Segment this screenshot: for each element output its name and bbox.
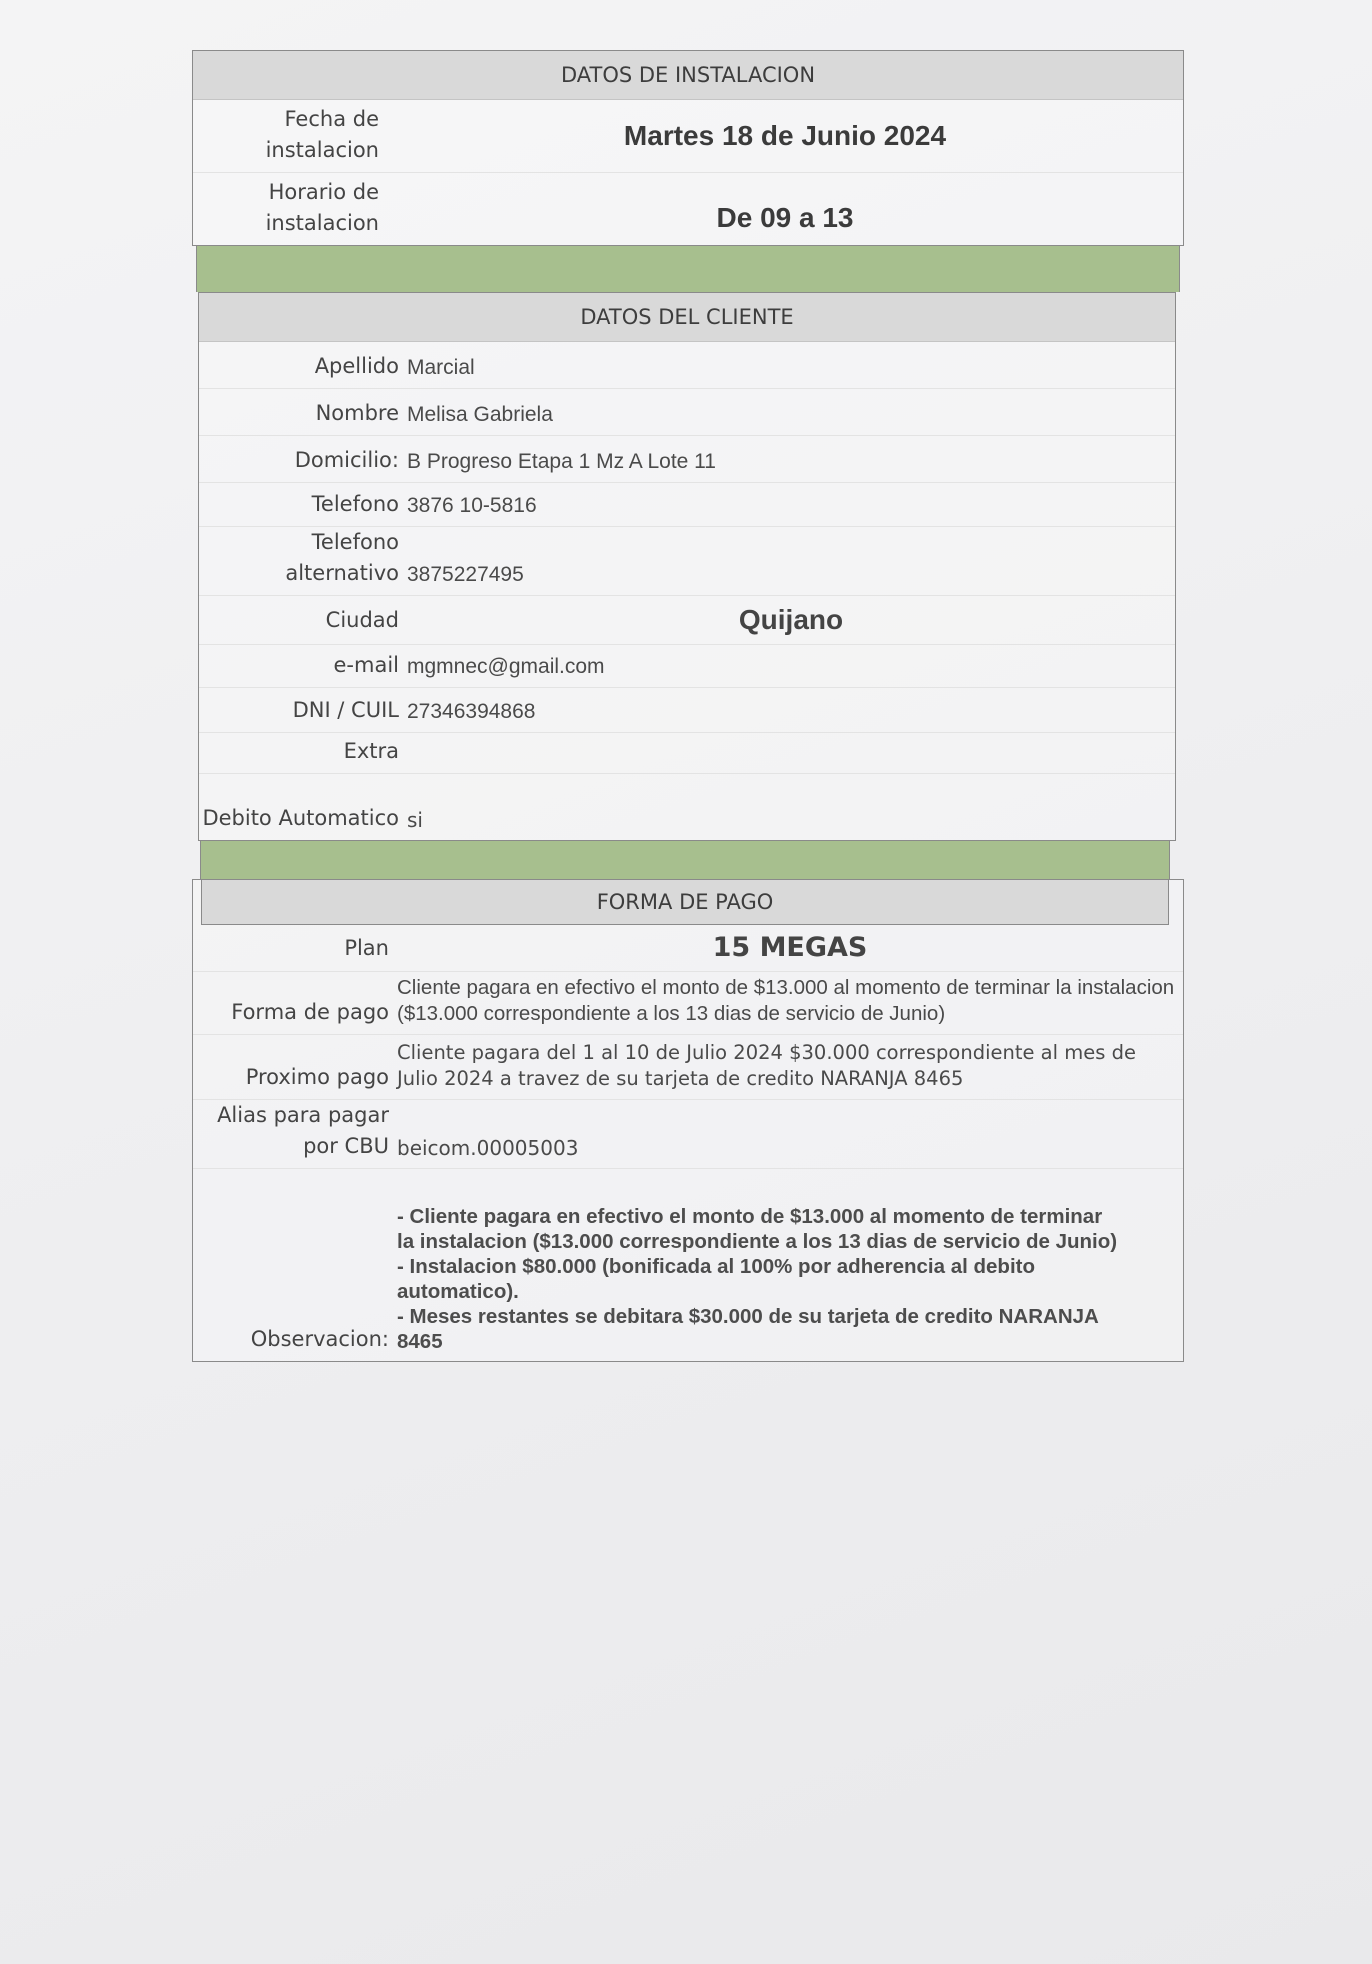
install-time-row (193, 173, 1183, 245)
client-row-telefono (199, 483, 1175, 527)
install-date-row (193, 100, 1183, 173)
client-label: Nombre (315, 401, 399, 425)
client-row-ciudad (199, 596, 1175, 645)
client-value: 3875227495 (407, 563, 524, 586)
green-separator (196, 246, 1180, 292)
green-separator (200, 841, 1170, 879)
payment-header: FORMA DE PAGO (201, 880, 1169, 925)
client-label: Debito Automatico (202, 806, 399, 830)
client-value: Quijano (738, 604, 844, 635)
client-value: Marcial (407, 356, 475, 379)
payment-value: - Cliente pagara en efectivo el monto de $13.000 al momento de terminar la instalacion ($13.000 correspondiente a los 13 dias de servicio de Junio) - Instalacion $80.000 (bonificada al 100% por adherencia al debito automatico). - Meses restantes se debitara $30.000 de su tarjeta de credito NARANJA 8465 (397, 1205, 1118, 1353)
client-value: mgmnec@gmail.com (407, 655, 605, 678)
payment-label: Plan (344, 935, 389, 960)
client-value: si (407, 808, 423, 832)
client-label: DNI / CUIL (292, 698, 399, 722)
client-row-email (199, 645, 1175, 688)
payment-value: beicom.00005003 (397, 1136, 579, 1160)
payment-row-forma (193, 972, 1183, 1035)
client-value: Melisa Gabriela (407, 403, 553, 426)
client-value: 27346394868 (407, 700, 536, 723)
client-label: Domicilio: (294, 448, 399, 472)
client-row-debito (199, 774, 1175, 840)
payment-value: Cliente pagara en efectivo el monto de $13.000 al momento de terminar la instalacion ($13.000 correspondiente a los 13 dias de servicio de Junio) (397, 976, 1175, 1025)
payment-row-observacion (193, 1169, 1183, 1361)
install-time-value: De 09 a 13 (716, 202, 854, 233)
install-date-value: Martes 18 de Junio 2024 (623, 120, 947, 151)
client-label: Apellido (314, 354, 399, 378)
payment-label: Observacion: (250, 1327, 389, 1351)
client-row-nombre (199, 389, 1175, 436)
client-label: Telefono (311, 492, 399, 516)
client-section (198, 292, 1176, 841)
payment-row-plan (193, 925, 1183, 972)
installation-section (192, 50, 1184, 246)
client-value: B Progreso Etapa 1 Mz A Lote 11 (407, 450, 716, 473)
payment-value: 15 MEGAS (712, 932, 868, 963)
form-sheet (192, 50, 1184, 1362)
client-label: Ciudad (325, 607, 399, 632)
client-row-apellido (199, 342, 1175, 389)
client-row-extra (199, 733, 1175, 774)
client-row-dni (199, 688, 1175, 733)
client-value: 3876 10-5816 (407, 494, 537, 517)
payment-value: Cliente pagara del 1 al 10 de Julio 2024 $30.000 correspondiente al mes de Julio 2024 a travez de su tarjeta de credito NARANJA 8465 (397, 1041, 1136, 1090)
client-row-telefono-alt (199, 527, 1175, 596)
install-date-label: Fecha de instalacion (265, 107, 379, 162)
client-label: Extra (343, 739, 399, 763)
payment-label: Proximo pago (245, 1065, 389, 1089)
client-label: e-mail (333, 653, 399, 677)
payment-label: Alias para pagar por CBU (217, 1103, 389, 1158)
payment-section (192, 879, 1184, 1362)
client-header: DATOS DEL CLIENTE (199, 293, 1175, 342)
payment-row-alias (193, 1100, 1183, 1169)
installation-header: DATOS DE INSTALACION (193, 51, 1183, 100)
client-value (407, 766, 1175, 773)
install-time-label: Horario de instalacion (265, 180, 379, 235)
client-row-domicilio (199, 436, 1175, 483)
payment-label: Forma de pago (231, 1000, 389, 1024)
client-label: Telefono alternativo (285, 530, 399, 585)
payment-row-proximo (193, 1035, 1183, 1100)
